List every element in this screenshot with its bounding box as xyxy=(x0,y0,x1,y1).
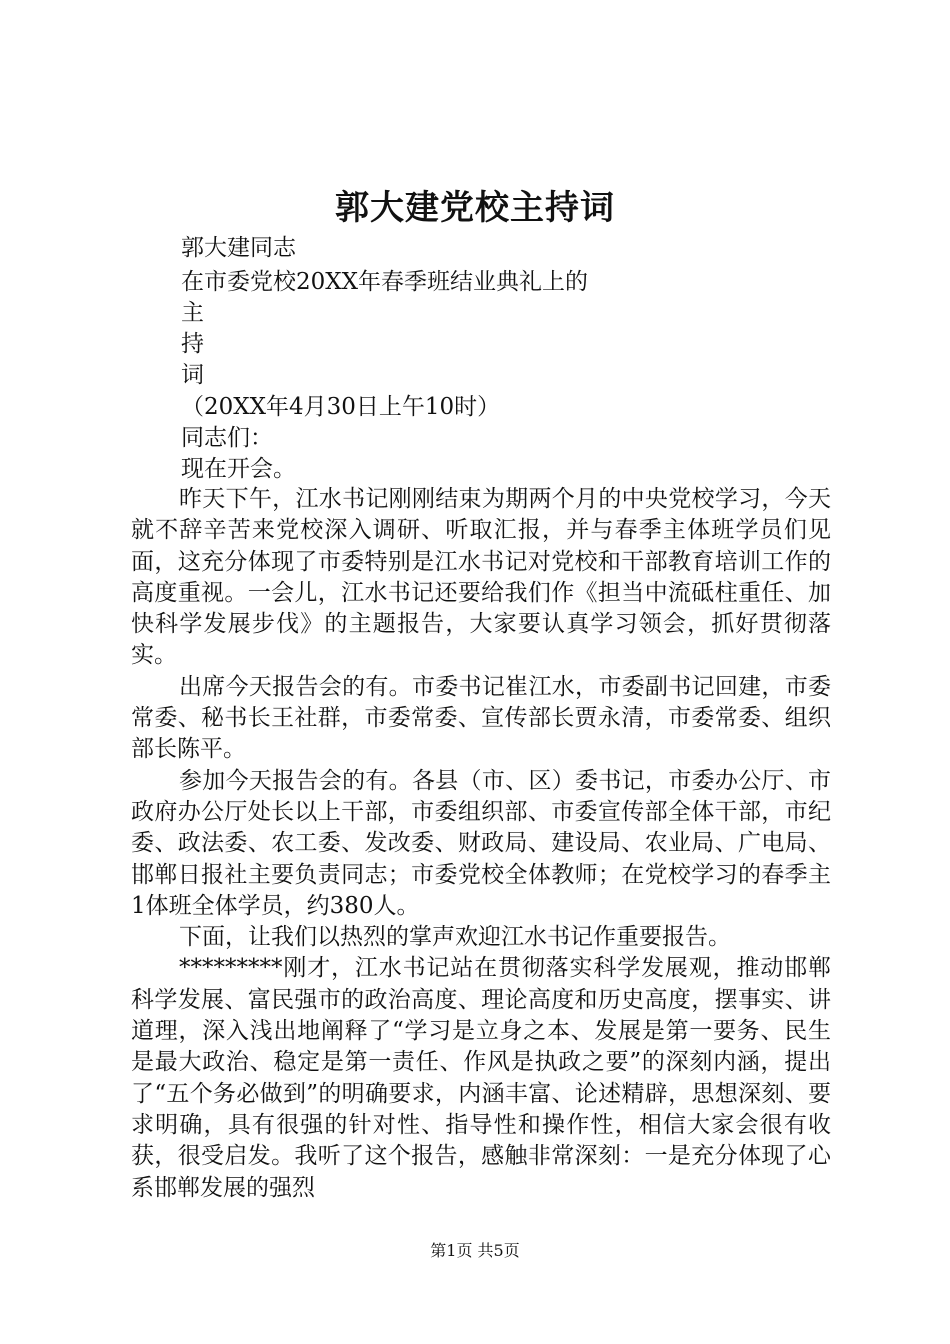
document-title: 郭大建党校主持词 xyxy=(335,188,615,228)
paragraph-1: 昨天下午，江水书记刚刚结束为期两个月的中央党校学习，今天就不辞辛苦来党校深入调研、听取汇报，并与春季主体班学员们见面，这充分体现了市委特别是江水书记对党校和干部教育培训工作的高度重视。一会儿，江水书记还要给我们作《担当中流砥柱重任、加快科学发展步伐》的主题报告，大家要认真学习领会，抓好贯彻落实。 xyxy=(131,486,831,669)
subtitle-char-2: 持 xyxy=(181,331,204,357)
paragraph-4: 下面，让我们以热烈的掌声欢迎江水书记作重要报告。 xyxy=(179,924,731,951)
salutation-line: 同志们： xyxy=(181,425,273,451)
page-footer: 第1页 共5页 xyxy=(430,1241,520,1260)
date-line: （20XX年4月30日上午10时） xyxy=(181,394,501,420)
opening-line: 现在开会。 xyxy=(181,456,296,482)
paragraph-3: 参加今天报告会的有。各县（市、区）委书记，市委办公厅、市政府办公厅处长以上干部，市委组织部、市委宣传部全体干部，市纪委、政法委、农工委、发改委、财政局、建设局、农业局、广电局、邯郸日报社主要负责同志；市委党校全体教师；在党校学习的春季主1体班全体学员，约380人。 xyxy=(131,767,831,919)
occasion-line: 在市委党校20XX年春季班结业典礼上的 xyxy=(181,269,589,295)
paragraph-2: 出席今天报告会的有。市委书记崔江水，市委副书记回建，市委常委、秘书长王社群，市委常委、宣传部长贾永清，市委常委、组织部长陈平。 xyxy=(131,673,831,763)
subtitle-char-1: 主 xyxy=(181,300,204,326)
speaker-line: 郭大建同志 xyxy=(181,235,296,261)
subtitle-char-3: 词 xyxy=(181,362,204,388)
document-body xyxy=(131,484,831,1204)
paragraph-5: *********刚才，江水书记站在贯彻落实科学发展观，推动邯郸科学发展、富民强市的政治高度、理论高度和历史高度，摆事实、讲道理，深入浅出地阐释了“学习是立身之本、发展是第一要务、民生是最大政治、稳定是第一责任、作风是执政之要”的深刻内涵，提出了“五个务必做到”的明确要求，内涵丰富、论述精辟，思想深刻、要求明确，具有很强的针对性、指导性和操作性，相信大家会很有收获，很受启发。我听了这个报告，感触非常深刻：一是充分体现了心系邯郸发展的强烈 xyxy=(131,955,831,1201)
